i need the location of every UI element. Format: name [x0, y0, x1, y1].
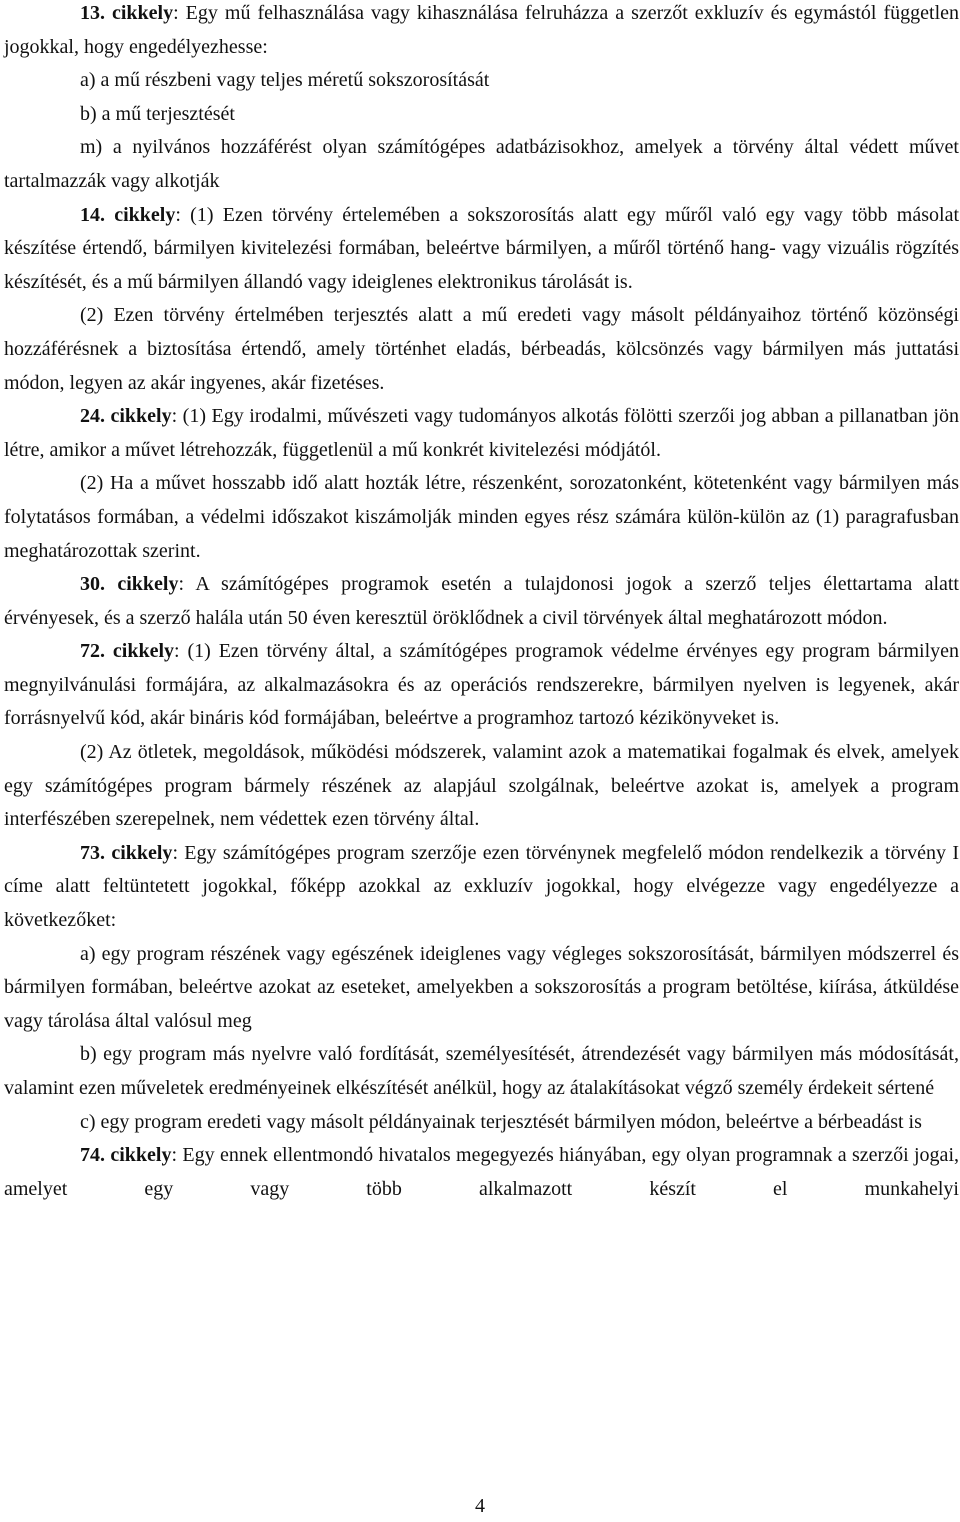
article-number: 13. [80, 2, 105, 24]
paragraph-article-24 [4, 400, 959, 467]
list-item-a [4, 64, 959, 98]
list-item-73-c [4, 1106, 959, 1140]
paragraph-text: a) egy program részének vagy egészének ideiglenes vagy végleges sokszorosítását, bármilyen módszerrel és bármilyen formában, beleértve azokat az eseteket, amelyekben a sokszorosítás a program betöltése, kiírása, átküldése vagy tárolása által valósul meg [4, 942, 959, 1032]
article-number: 14. [80, 203, 105, 226]
article-number: 73. [80, 841, 105, 864]
paragraph-text: (2) Az ötletek, megoldások, működési módszerek, valamint azok a matematikai fogalmak és elvek, amelyek egy számítógépes program bármely részének az alapjául szolgálnak, beleértve azokat is, amelyek a program interfészében szerepelnek, nem védettek ezen törvény által. [4, 741, 959, 831]
paragraph-text: (2) Ezen törvény értelmében terjesztés alatt a mű eredeti vagy másolt példányaihoz történő közönségi hozzáférésnek a biztosítása értendő, amely történhet eladás, bérbeadás, kölcsönzés vagy bármilyen más juttatási módon, legyen az akár ingyenes, akár fizetéses. [4, 304, 959, 394]
paragraph-article-30 [4, 568, 959, 635]
paragraph-article-72 [4, 635, 959, 736]
paragraph-text: (2) Ha a művet hosszabb idő alatt hozták létre, részenként, sorozatonként, kötetenként vagy bármilyen más folytatásos formában, a védelmi időszakot kiszámolják minden egyes rész számára külön-külön az (1) paragrafusban meghatározottak szerint. [4, 472, 959, 562]
paragraph-text: b) a mű terjesztését [80, 102, 235, 125]
paragraph-article-74 [4, 1139, 959, 1206]
article-keyword: cikkely [117, 573, 179, 596]
paragraph-text: a) a mű részbeni vagy teljes méretű sokszorosítását [80, 69, 490, 92]
article-keyword: cikkely [111, 841, 173, 864]
paragraph-text: : Egy számítógépes program szerzője ezen törvénynek megfelelő módon rendelkezik a törvény I címe alatt feltüntetett jogokkal, főképp azokkal az exkluzív jogokkal, hogy elvégezze vagy engedélyezze a következőket: [4, 841, 959, 932]
article-number: 72. [80, 640, 105, 663]
paragraph-article-14 [4, 199, 959, 300]
paragraph-text: : (1) Ezen törvény értelemében a sokszorosítás alatt egy műről való egy vagy több másolat készítése értendő, bármilyen kivitelezési formában, beleértve bármilyen, a műről történő hang- vagy vizuális rögzítés készítését, és a mű bármilyen állandó vagy ideiglenes elektronikus tárolását is. [4, 203, 960, 293]
list-item-73-a [4, 938, 959, 1039]
list-item-b [4, 98, 959, 132]
list-item-m [4, 131, 959, 198]
paragraph-text: c) egy program eredeti vagy másolt példányainak terjesztését bármilyen módon, beleértve a bérbeadást is [80, 1110, 922, 1133]
paragraph-text: : (1) Ezen törvény által, a számítógépes programok védelme érvényes egy program bármilyen megnyilvánulási formájára, az alkalmazásokra és az operációs rendszerekre, bármilyen nyelven is legyenek, akár forrásnyelvű kód, akár bináris kód formájában, beleértve a programhoz tartozó kézikönyveket is. [4, 640, 960, 730]
paragraph-72-2 [4, 736, 959, 837]
article-keyword: cikkely [114, 203, 176, 226]
paragraph-text: : (1) Egy irodalmi, művészeti vagy tudományos alkotás fölötti szerzői jog abban a pillanatban jön létre, amikor a művet létrehozzák, függetlenül a mű konkrét kivitelezési módjától. [4, 405, 959, 461]
list-item-73-b [4, 1038, 959, 1105]
article-keyword: cikkely [112, 2, 174, 24]
paragraph-article-13 [4, 0, 959, 64]
paragraph-text: : A számítógépes programok esetén a tulajdonosi jogok a szerző teljes élettartama alatt érvényesek, és a szerző halála után 50 éven keresztül öröklődnek a civil törvények által meghatározott módon. [4, 573, 959, 629]
paragraph-article-73 [4, 837, 959, 938]
paragraph-text: : Egy ennek ellentmondó hivatalos megegyezés hiányában, egy olyan programnak a szerzői jogai, amelyet egy vagy több alkalmazott készít el munkahelyi [4, 1144, 959, 1200]
article-number: 24. [80, 405, 105, 428]
article-keyword: cikkely [112, 640, 175, 663]
paragraph-text: : Egy mű felhasználása vagy kihasználása felruházza a szerzőt exkluzív és egymástól független jogokkal, hogy engedélyezhesse: [4, 2, 960, 58]
paragraph-24-2 [4, 467, 959, 568]
paragraph-text: m) a nyilvános hozzáférést olyan számítógépes adatbázisokhoz, amelyek a törvény által védett művet tartalmazzák vagy alkotják [4, 136, 959, 192]
article-number: 30. [80, 573, 105, 596]
article-keyword: cikkely [110, 405, 172, 428]
article-number: 74. [80, 1144, 105, 1167]
page-number: 4 [475, 1495, 485, 1517]
paragraph-text: b) egy program más nyelvre való fordítását, személyesítését, átrendezését vagy bármilyen más módosítását, valamint ezen műveletek eredményeinek elkészítését anélkül, hogy az átalakításokat végző személy érdekeit sértené [4, 1043, 959, 1099]
article-keyword: cikkely [110, 1144, 172, 1167]
document-page [4, 0, 959, 1206]
paragraph-14-2 [4, 299, 959, 400]
